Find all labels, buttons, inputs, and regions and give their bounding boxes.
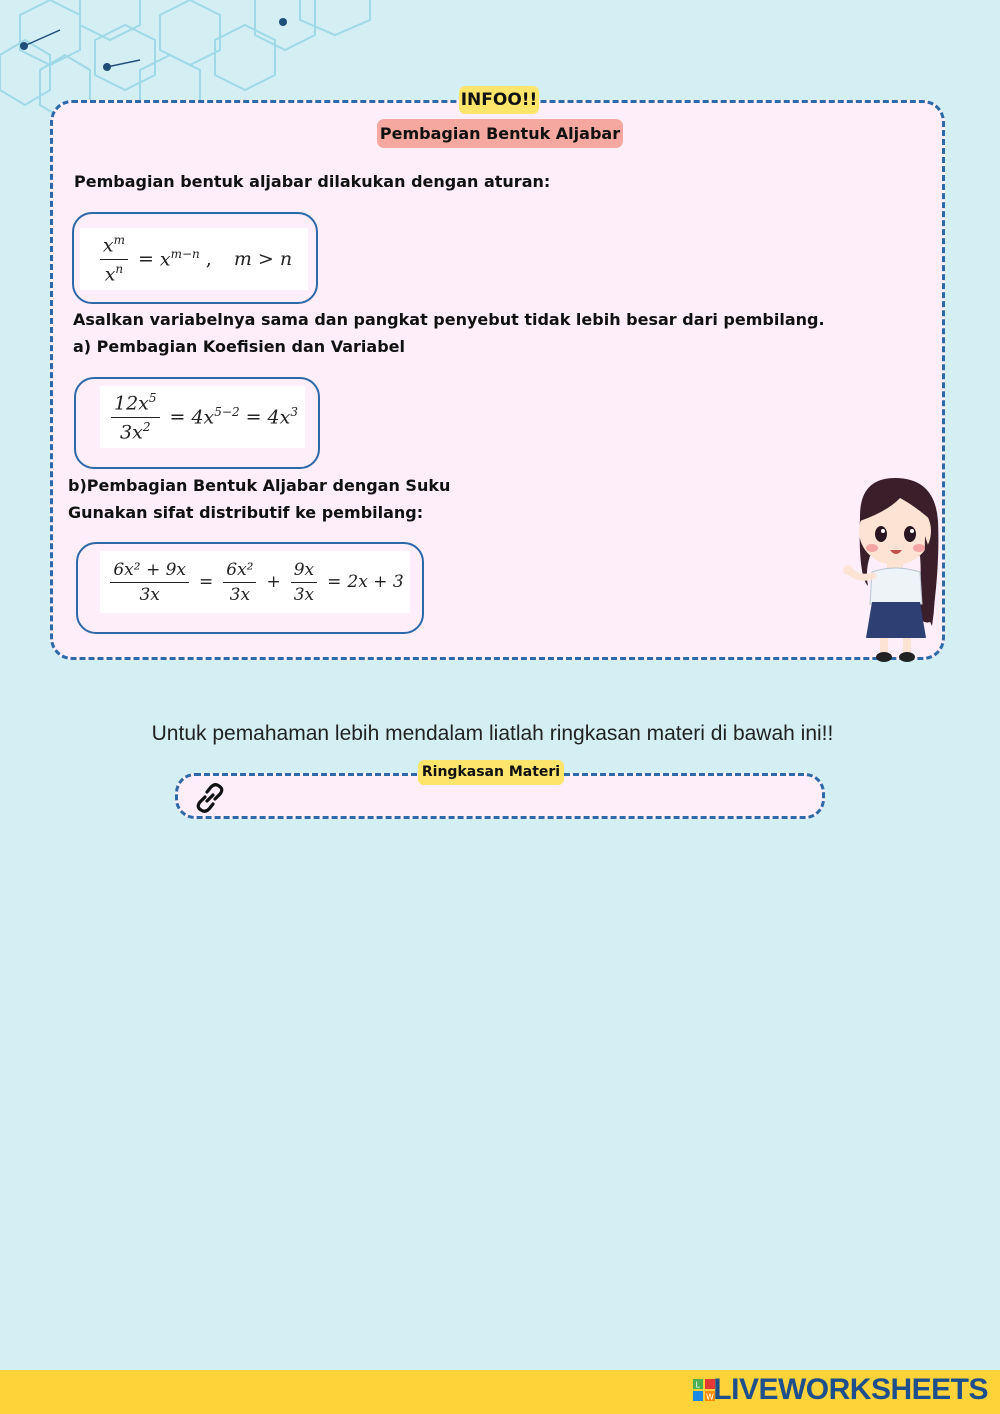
part-b-desc: Gunakan sifat distributif ke pembilang: [68, 503, 424, 522]
intro-text: Pembagian bentuk aljabar dilakukan dengan aturan: [74, 172, 551, 191]
rule-formula: $\frac{x^m}{x^n}$ = $x^{m-n}$ , m > n [80, 228, 308, 290]
info-badge: INFOO!! [459, 86, 539, 114]
liveworksheets-logo-icon [693, 1379, 715, 1401]
logo-letter-l: L [695, 1380, 700, 1390]
subtitle: Untuk pemahaman lebih mendalam liatlah ringkasan materi di bawah ini!! [151, 722, 834, 745]
student-girl-illustration [840, 476, 950, 666]
example-b-formula: $\frac{\text{6x² + 9x}}{3x}$ = $\frac{\text{6x²}}{3x}$ + $\frac{9x}{3x}$ = 2x + 3 [100, 551, 410, 613]
section-title: Pembagian Bentuk Aljabar [377, 119, 623, 148]
link-icon[interactable] [192, 780, 228, 816]
example-a-formula: $\frac{12x^5}{3x^2}$ = $4x^{5-2}$ = $4x^3$ [100, 386, 305, 448]
summary-badge: Ringkasan Materi [418, 760, 564, 785]
brand-name: LIVEWORKSHEETS [713, 1373, 988, 1406]
note-text: Asalkan variabelnya sama dan pangkat penyebut tidak lebih besar dari pembilang. [73, 310, 825, 329]
logo-letter-w: W [706, 1392, 714, 1401]
part-b-heading: b)Pembagian Bentuk Aljabar dengan Suku [68, 476, 451, 495]
part-a-heading: a) Pembagian Koefisien dan Variabel [73, 337, 405, 356]
